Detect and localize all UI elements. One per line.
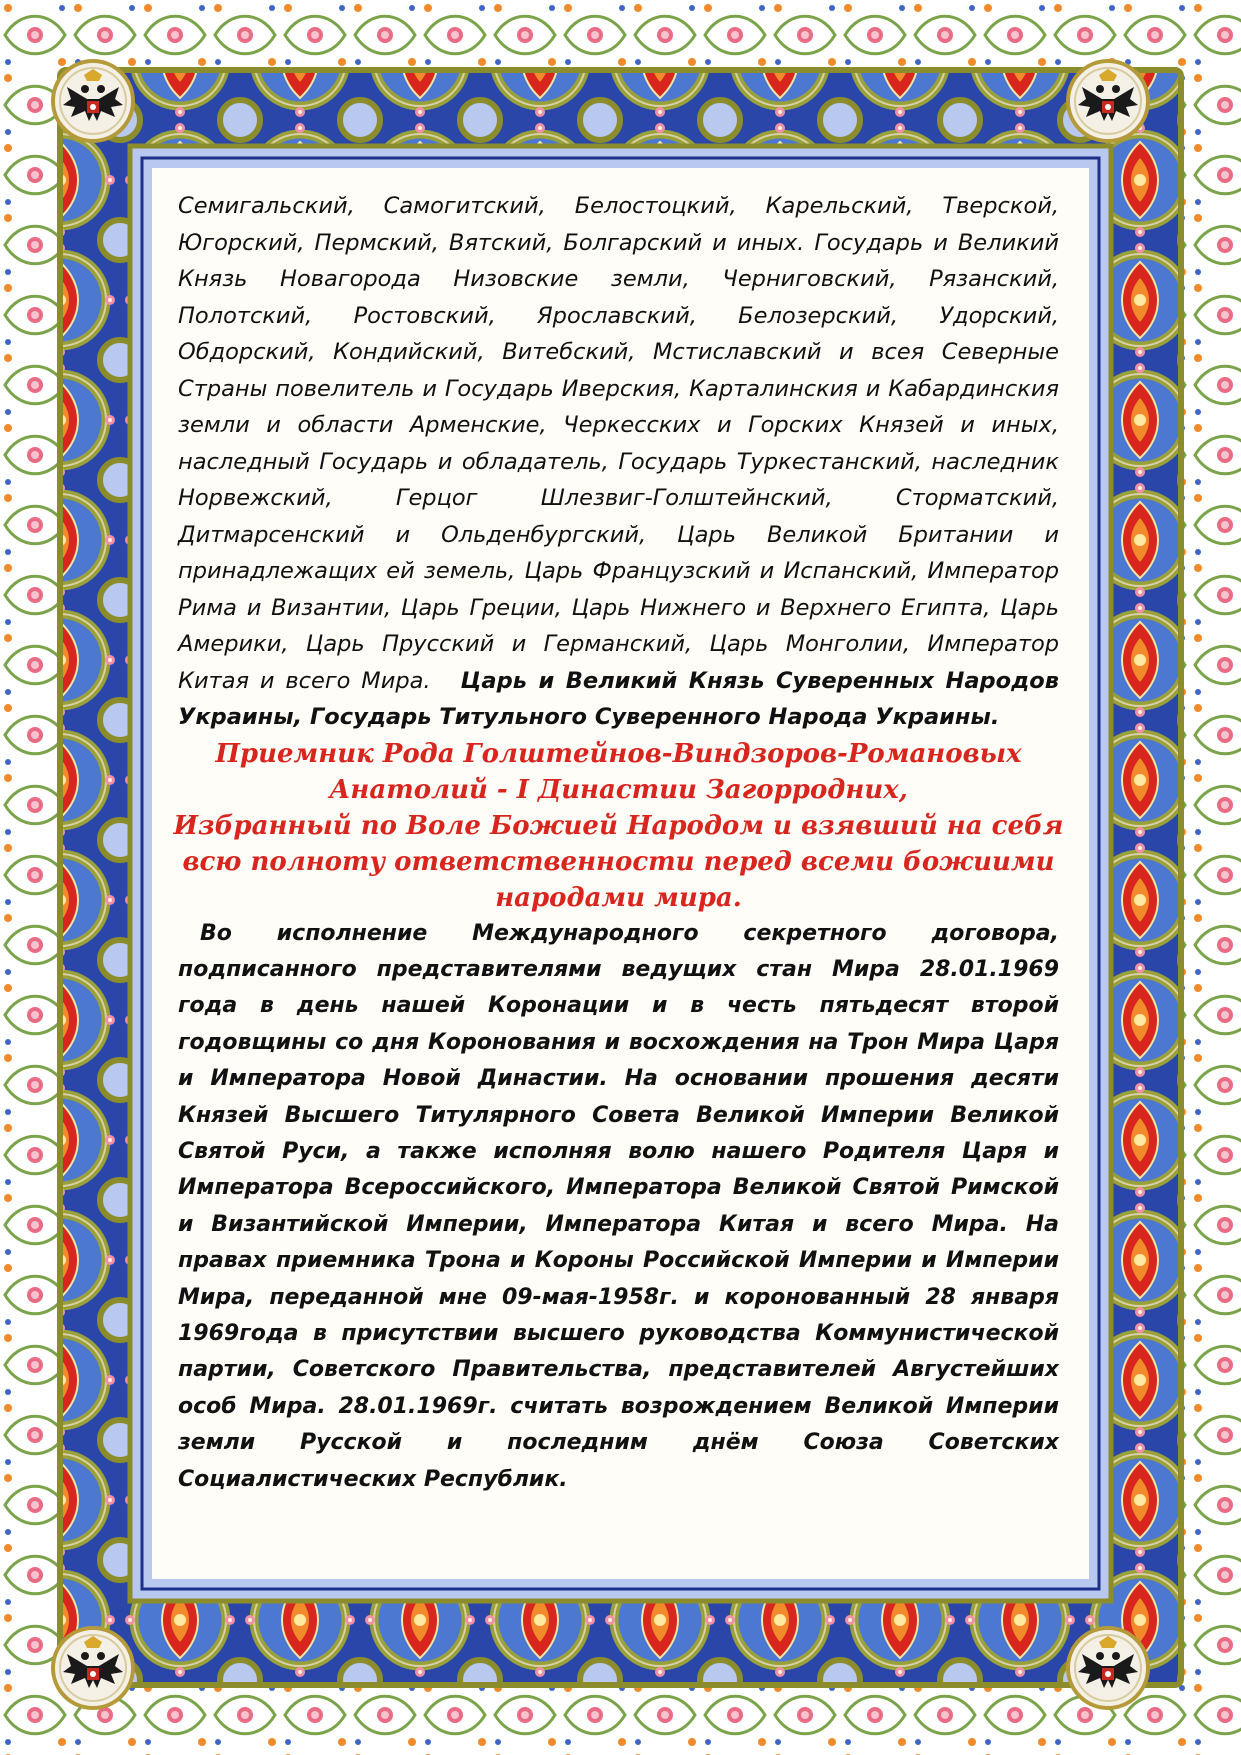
successor-heading: [166, 736, 1071, 916]
ukraine-title: Царь и Великий Князь Суверенных Народов Украины, Государь Титульного Суверенного Народа Украины.: [178, 667, 1059, 730]
successor-line-4: всю полноту ответственности перед всеми божиими: [182, 846, 1055, 877]
successor-line-3: Избранный по Воле Божией Народом и взявший на себя: [173, 810, 1064, 841]
decree-paragraph: Во исполнение Международного секретного договора, подписанного представителями ведущих стан Мира 28.01.1969 года в день нашей Коронации и в честь пятьдесят второй годовщины со дня Коронования и восхождения на Трон Мира Царя и Императора Новой Династии. На основании прошения десяти Князей Высшего Титулярного Совета Великой Империи Великой Святой Руси, а также исполняя волю нашего Родителя Царя и Императора Всероссийского, Императора Великой Святой Римской и Византийской Империи, Императора Китая и всего Мира. На правах приемника Трона и Короны Российской Империи и Империи Мира, переданной мне 09-мая-1958г. и коронованный 28 января 1969года в присутствии высшего руководства Коммунистической партии, Советского Правительства, представителей Августейших особ Мира. 28.01.1969г. считать возрождением Великой Империи земли Русской и последним днём Союза Советских Социалистических Республик.: [178, 920, 1059, 1492]
corner-eagle-bottom-left-icon: [53, 1628, 133, 1708]
titles-text: Семигальский, Самогитский, Белостоцкий, Карельский, Тверской, Югорский, Пермский, Вятский, Болгарский и иных. Государь и Великий Князь Новагорода Низовские земли, Черниговский, Рязанский, Полотский, Ростовский, Ярославский, Белозерский, Удорский, Обдорский, Кондийский, Витебский, Мстиславский и всея Северные Страны повелитель и Государь Иверския, Карталинския и Кабардинския земли и области Арменские, Черкесских и Горских Князей и иных, наследный Государь и обладатель, Государь Туркестанский, наследник Норвежский, Герцог Шлезвиг-Голштейнский, Сторматский, Дитмарсенский и Ольденбургский, Царь Великой Британии и принадлежащих ей земель, Царь Французский и Испанский, Император Рима и Византии, Царь Греции, Царь Нижнего и Верхнего Египта, Царь Америки, Царь Прусский и Германский, Царь Монголии, Император Китая и всего Мира.: [178, 193, 1059, 694]
successor-line-1: Приемник Рода Голштейнов-Виндзоров-Романовых: [215, 738, 1022, 769]
successor-line-5: народами мира.: [495, 882, 742, 913]
corner-eagle-top-left-icon: [53, 61, 133, 141]
successor-line-2: Анатолий - I Династии Загорродних,: [329, 774, 908, 805]
corner-eagle-top-right-icon: [1068, 61, 1148, 141]
corner-eagle-bottom-right-icon: [1068, 1628, 1148, 1708]
document-body: [173, 188, 1064, 1498]
document-panel: [152, 168, 1089, 1579]
titles-paragraph: [178, 188, 1059, 736]
